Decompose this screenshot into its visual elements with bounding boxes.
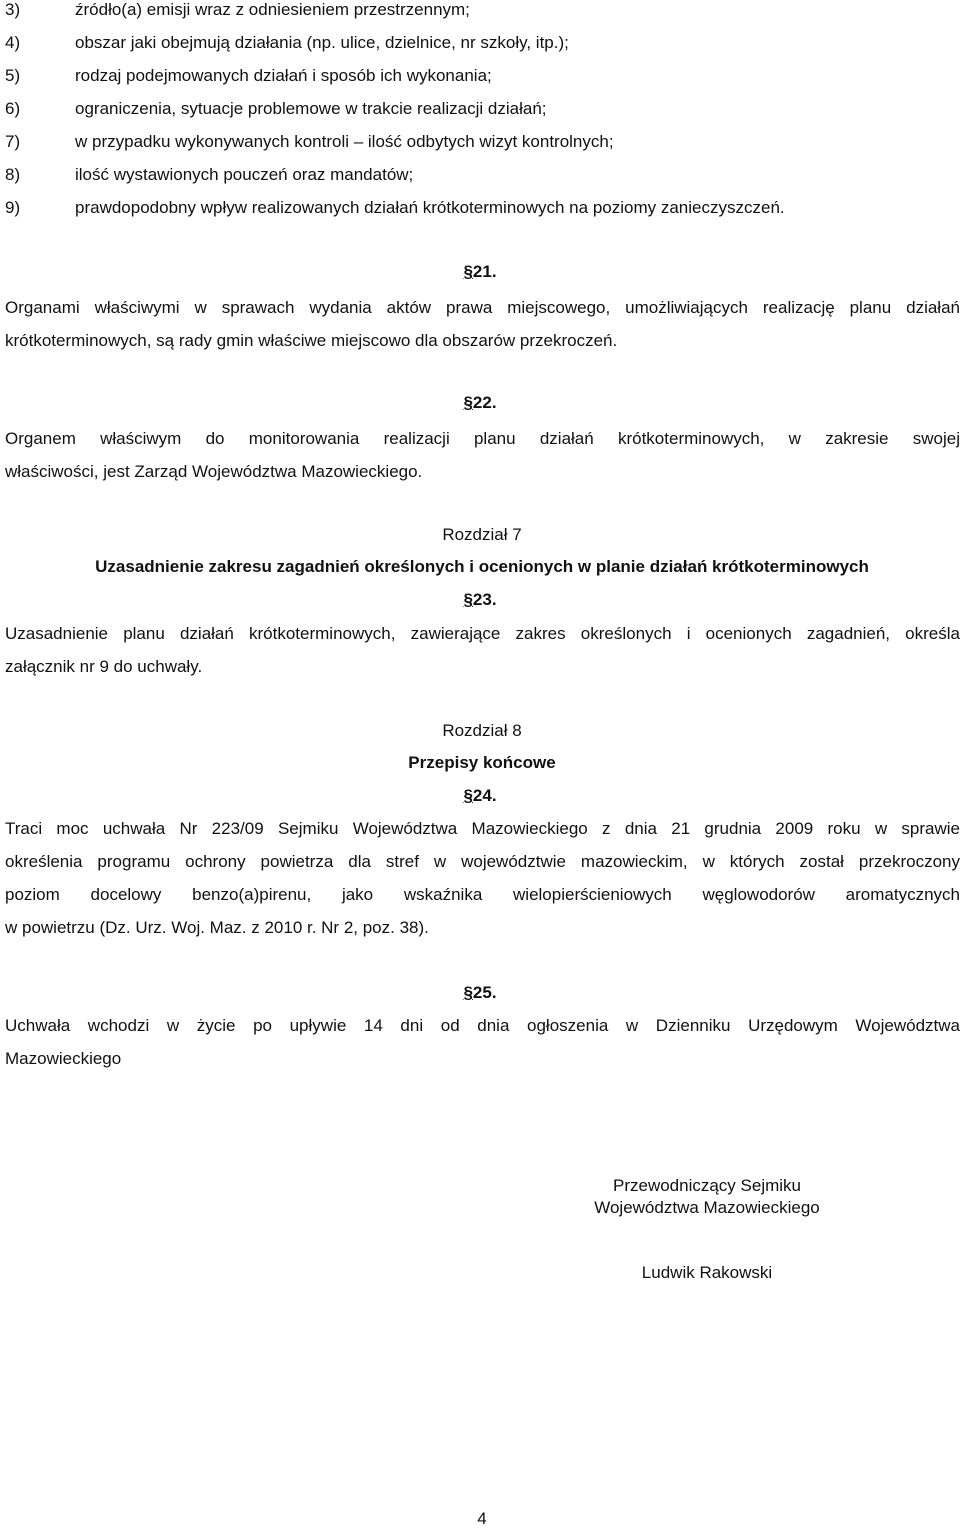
section-symbol: § <box>463 786 473 805</box>
section-heading-21 <box>0 262 960 282</box>
section-heading-23 <box>0 590 960 610</box>
list-item-number: 9) <box>5 198 21 217</box>
list-item-number: 4) <box>5 33 21 52</box>
list-item <box>5 66 492 86</box>
paragraph-line: Organem właściwym do monitorowania realizacji planu działań krótkoterminowych, w zakresie swojej <box>5 429 960 448</box>
section-22-text <box>5 422 960 488</box>
section-number: 25. <box>472 983 497 1002</box>
section-heading-22 <box>0 393 960 413</box>
list-item-number: 6) <box>5 99 21 118</box>
list-item <box>5 132 614 152</box>
section-symbol: § <box>463 590 473 609</box>
paragraph-line: w powietrzu (Dz. Urz. Woj. Maz. z 2010 r. Nr 2, poz. 38). <box>5 918 429 937</box>
paragraph-line: krótkoterminowych, są rady gmin właściwe miejscowo dla obszarów przekroczeń. <box>5 331 618 350</box>
list-item-text: rodzaj podejmowanych działań i sposób ich wykonania; <box>75 66 492 85</box>
section-number: 21. <box>472 262 497 281</box>
list-item-number: 7) <box>5 132 21 151</box>
chapter-8-label: Rozdział 8 <box>442 721 522 740</box>
paragraph-line: poziom docelowy benzo(a)pirenu, jako wskaźnika wielopierścieniowych węglowodorów aromatycznych <box>5 885 960 904</box>
section-23-text <box>5 617 960 683</box>
section-24-text <box>5 812 960 944</box>
paragraph-line: załącznik nr 9 do uchwały. <box>5 657 203 676</box>
section-number: 22. <box>472 393 497 412</box>
section-number: 23. <box>472 590 497 609</box>
list-item-text: ograniczenia, sytuacje problemowe w trakcie realizacji działań; <box>75 99 547 118</box>
paragraph-line: właściwości, jest Zarząd Województwa Mazowieckiego. <box>5 462 423 481</box>
list-item <box>5 0 470 20</box>
list-item-number: 8) <box>5 165 21 184</box>
list-item <box>5 198 785 218</box>
section-number: 24. <box>472 786 497 805</box>
chapter-7-title: Uzasadnienie zakresu zagadnień określonych i ocenionych w planie działań krótkoterminowych <box>95 557 869 576</box>
paragraph-line: Organami właściwymi w sprawach wydania aktów prawa miejscowego, umożliwiających realizację planu działań <box>5 298 960 317</box>
signature-role-line-1: Przewodniczący Sejmiku <box>612 1176 801 1195</box>
page-number: 4 <box>477 1509 487 1528</box>
chapter-8-title: Przepisy końcowe <box>408 753 556 772</box>
section-symbol: § <box>463 262 473 281</box>
chapter-7-label: Rozdział 7 <box>442 525 522 544</box>
list-item-number: 3) <box>5 0 21 19</box>
paragraph-line: określenia programu ochrony powietrza dla stref w województwie mazowieckim, w których został przekroczony <box>5 852 960 871</box>
paragraph-line: Mazowieckiego <box>5 1049 122 1068</box>
signature-name: Ludwik Rakowski <box>641 1263 773 1282</box>
section-symbol: § <box>463 983 473 1002</box>
section-heading-24 <box>0 786 960 806</box>
signature-role-line-2: Województwa Mazowieckiego <box>594 1198 820 1217</box>
list-item <box>5 99 547 119</box>
list-item-number: 5) <box>5 66 21 85</box>
section-symbol: § <box>463 393 473 412</box>
list-item-text: źródło(a) emisji wraz z odniesieniem przestrzennym; <box>75 0 470 19</box>
paragraph-line: Traci moc uchwała Nr 223/09 Sejmiku Województwa Mazowieckiego z dnia 21 grudnia 2009 roku w sprawie <box>5 819 960 838</box>
list-item <box>5 33 569 53</box>
section-25-text <box>5 1009 960 1075</box>
list-item-text: prawdopodobny wpływ realizowanych działań krótkoterminowych na poziomy zanieczyszczeń. <box>75 198 785 217</box>
section-heading-25 <box>0 983 960 1003</box>
list-item-text: obszar jaki obejmują działania (np. ulice, dzielnice, nr szkoły, itp.); <box>75 33 569 52</box>
section-21-text <box>5 291 960 357</box>
paragraph-line: Uzasadnienie planu działań krótkoterminowych, zawierające zakres określonych i ocenionych zagadnień, określa <box>5 624 960 643</box>
list-item-text: w przypadku wykonywanych kontroli – ilość odbytych wizyt kontrolnych; <box>75 132 614 151</box>
list-item <box>5 165 413 185</box>
paragraph-line: Uchwała wchodzi w życie po upływie 14 dni od dnia ogłoszenia w Dzienniku Urzędowym Województwa <box>5 1016 960 1035</box>
list-item-text: ilość wystawionych pouczeń oraz mandatów; <box>75 165 414 184</box>
